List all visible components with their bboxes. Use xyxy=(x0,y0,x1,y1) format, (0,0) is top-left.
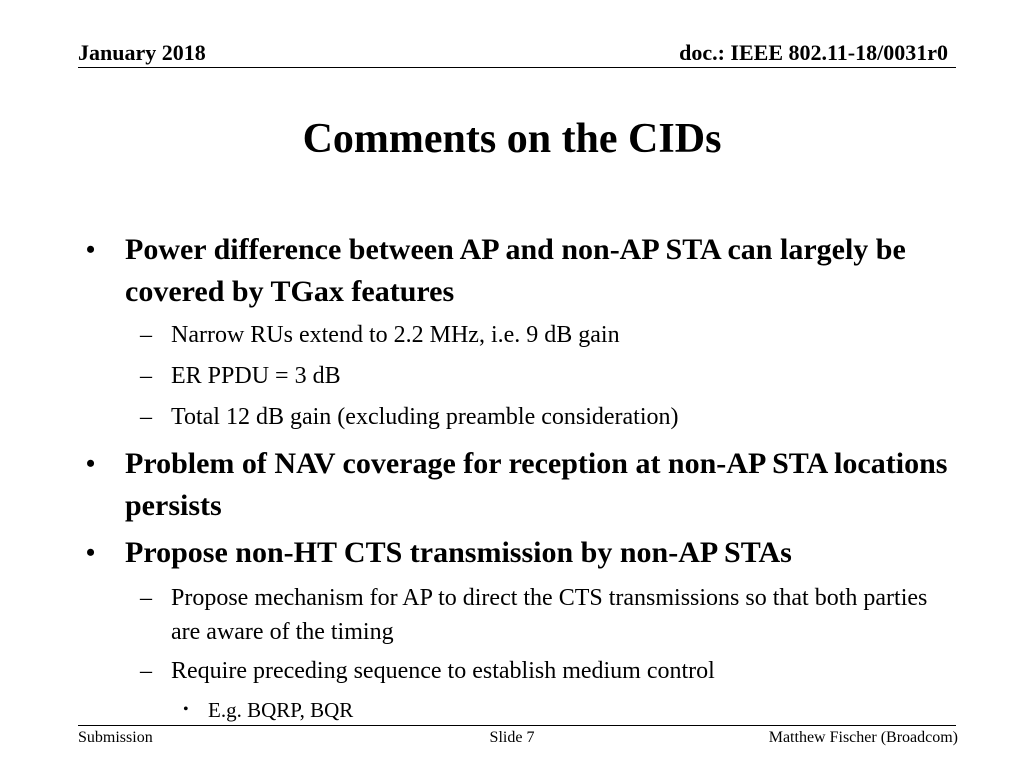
footer-submission: Submission xyxy=(78,729,153,746)
footer-author: Matthew Fischer (Broadcom) xyxy=(768,729,958,746)
dash-marker: – xyxy=(140,404,152,430)
footer-slide-number: Slide 7 xyxy=(489,729,535,746)
dash-marker: – xyxy=(140,322,152,348)
bullet-power-difference xyxy=(82,229,962,313)
bullet-marker: • xyxy=(86,235,96,264)
sub-bullet-total-gain xyxy=(140,400,940,434)
sub-sub-bullet-bqrp xyxy=(183,696,883,724)
bullet-propose-cts xyxy=(82,532,962,574)
sub-bullet-text: ER PPDU = 3 dB xyxy=(171,363,341,389)
sub-bullet-text: Propose mechanism for AP to direct the CTS transmissions so that both parties are aware of the timing xyxy=(171,585,928,645)
bullet-text: Propose non-HT CTS transmission by non-AP STAs xyxy=(125,536,792,569)
dash-marker: – xyxy=(140,363,152,389)
header-rule xyxy=(78,67,956,68)
sub-bullet-preceding-sequence xyxy=(140,654,940,688)
bullet-text: Power difference between AP and non-AP STA can largely be covered by TGax features xyxy=(125,233,906,308)
sub-bullet-er-ppdu xyxy=(140,359,940,393)
footer-rule xyxy=(78,725,956,726)
bullet-nav-coverage xyxy=(82,443,962,527)
bullet-marker: • xyxy=(86,449,96,478)
bullet-marker: • xyxy=(86,538,96,567)
sub-bullet-text: Require preceding sequence to establish medium control xyxy=(171,658,715,684)
sub-bullet-cts-mechanism xyxy=(140,581,940,649)
sub-bullet-text: Total 12 dB gain (excluding preamble consideration) xyxy=(171,404,679,430)
sub-sub-bullet-text: E.g. BQRP, BQR xyxy=(208,698,354,722)
header-doc-number: doc.: IEEE 802.11-18/0031r0 xyxy=(679,40,948,65)
bullet-text: Problem of NAV coverage for reception at non-AP STA locations persists xyxy=(125,447,948,522)
slide-title: Comments on the CIDs xyxy=(302,116,722,162)
sub-bullet-text: Narrow RUs extend to 2.2 MHz, i.e. 9 dB gain xyxy=(171,322,620,348)
dash-marker: – xyxy=(140,585,152,611)
dash-marker: – xyxy=(140,658,152,684)
bullet-marker: • xyxy=(183,701,189,718)
header-date: January 2018 xyxy=(78,40,206,65)
sub-bullet-narrow-rus xyxy=(140,318,940,352)
